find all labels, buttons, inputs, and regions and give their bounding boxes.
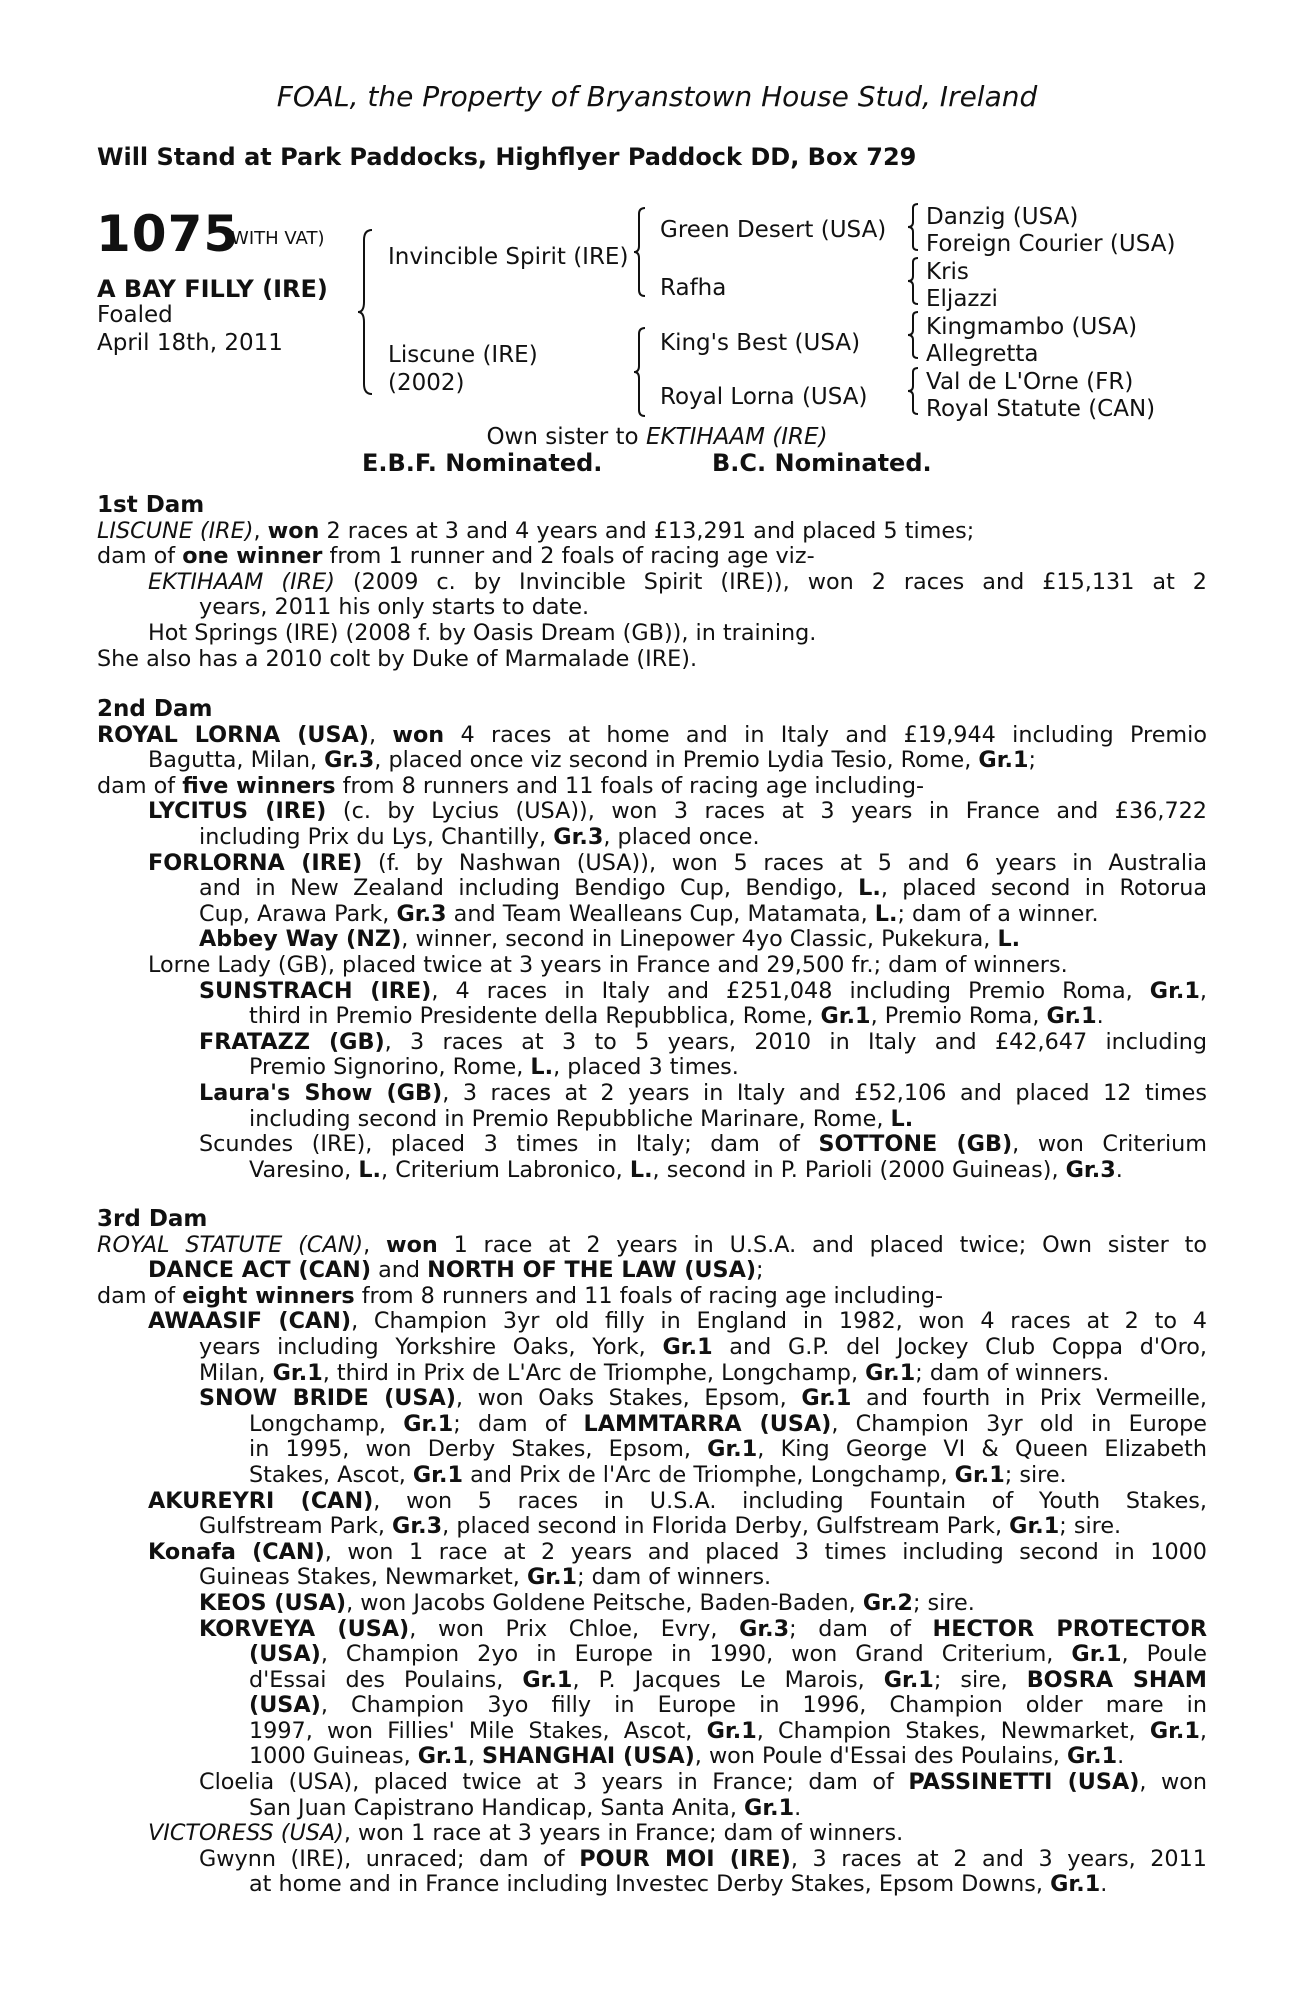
text-line <box>97 1565 1207 1591</box>
text-run: Abbey Way (NZ) <box>199 926 402 953</box>
text-run: Gr.1 <box>801 1385 852 1412</box>
text-run: Gr.1 <box>706 1717 757 1744</box>
text-run: Lorne Lady (GB), placed twice at 3 years in France and 29,500 fr.; dam of winners. <box>148 951 1068 978</box>
text-run: Gr.1 <box>1050 1871 1101 1898</box>
pedigree-dam-year: (2002) <box>388 370 465 396</box>
text-run: , Champion 2yo in Europe in 1990, won Grand Criterium, <box>320 1641 1072 1668</box>
pedigree-ggp: Eljazzi <box>926 286 998 312</box>
text-line <box>97 1872 1207 1898</box>
text-line <box>97 1081 1207 1107</box>
text-run: . <box>1115 1156 1123 1183</box>
text-run: , third in Prix de L'Arc de Triomphe, Longchamp, <box>322 1359 866 1386</box>
text-run: Gr.1 <box>1009 1513 1060 1540</box>
text-run: , Premio Roma, <box>870 1003 1047 1030</box>
text-run: one winner <box>182 543 323 570</box>
brace-icon <box>356 228 376 396</box>
text-run: Gr.1 <box>412 1461 463 1488</box>
text-line <box>97 902 1207 928</box>
text-run: VICTORESS (USA) <box>148 1820 344 1847</box>
text-run: Gr.1 <box>978 747 1029 774</box>
ebf-nominated: E.B.F. Nominated. <box>362 449 603 477</box>
text-run: SOTTONE (GB) <box>818 1131 1013 1158</box>
text-run: and G.P. del Jockey Club Coppa d'Oro, <box>712 1333 1207 1360</box>
text-run: NORTH OF THE LAW (USA) <box>427 1257 757 1284</box>
text-run: , won Prix Chloe, Evry, <box>409 1615 740 1642</box>
text-line <box>97 1617 1207 1643</box>
text-run: , won 5 races in U.S.A. including Fountain of Youth Stakes, <box>373 1487 1207 1514</box>
section-heading: 2nd Dam <box>97 696 213 722</box>
text-run: KEOS (USA) <box>199 1589 347 1616</box>
text-run: Longchamp, <box>249 1410 404 1437</box>
text-line <box>97 544 1207 570</box>
text-run: years including Yorkshire Oaks, York, <box>199 1333 663 1360</box>
text-run: ; dam of <box>789 1615 933 1642</box>
lot-name: A BAY FILLY (IRE) <box>97 275 328 303</box>
text-run: Konafa (CAN) <box>148 1538 325 1565</box>
pedigree-ggp: Danzig (USA) <box>926 204 1079 230</box>
text-run: , 3 races at 3 to 5 years, 2010 in Italy and £42,647 including <box>384 1028 1207 1055</box>
text-run: Gr.2 <box>862 1589 913 1616</box>
text-line <box>97 748 1207 774</box>
pedigree-dam-sire: King's Best (USA) <box>660 330 861 356</box>
text-run: , King George VI & Queen Elizabeth <box>757 1436 1207 1463</box>
text-run: , Champion 3yo filly in Europe in 1996, Champion older mare in <box>320 1692 1207 1719</box>
text-run: Gr.1 <box>744 1794 795 1821</box>
text-run: San Juan Capistrano Handicap, Santa Anita, <box>249 1794 745 1821</box>
text-run: , Champion Stakes, Newmarket, <box>756 1717 1150 1744</box>
text-run: (2009 c. by Invincible Spirit (IRE)), won 2 races and £15,131 at 2 <box>334 568 1207 595</box>
text-run: ; dam of <box>453 1410 584 1437</box>
pedigree-ggp: Kris <box>926 259 969 285</box>
text-run: , <box>1199 977 1207 1004</box>
text-run: d'Essai des Poulains, <box>249 1666 523 1693</box>
text-run: dam of <box>97 772 183 799</box>
text-run: from 8 runners and 11 foals of racing age including- <box>335 772 925 799</box>
text-line <box>97 1107 1207 1133</box>
text-run: ; sire. <box>1004 1461 1067 1488</box>
text-line <box>97 1284 1207 1310</box>
text-line <box>97 1030 1207 1056</box>
text-run: , won 1 race at 2 years and placed 3 times including second in 1000 <box>324 1538 1207 1565</box>
text-run: Gr.1 <box>1071 1641 1122 1668</box>
text-run: L. <box>858 875 881 902</box>
text-run: and Prix de l'Arc de Triomphe, Longchamp, <box>462 1461 955 1488</box>
text-run: Gr.1 <box>662 1333 713 1360</box>
text-line <box>97 1489 1207 1515</box>
text-run: ROYAL STATUTE (CAN) <box>97 1231 364 1258</box>
text-run: , won Jacobs Goldene Peitsche, Baden-Baden, <box>346 1589 863 1616</box>
dam-section <box>97 493 1207 672</box>
text-line <box>97 647 1207 673</box>
text-run: EKTIHAAM (IRE) <box>148 568 335 595</box>
text-run: , 3 races at 2 years in Italy and £52,106 and placed 12 times <box>442 1079 1207 1106</box>
text-run: Gr.1 <box>272 1359 323 1386</box>
text-run: won <box>392 721 445 748</box>
text-run: (c. by Lycius (USA)), won 3 races at 3 years in France and £36,722 <box>326 798 1207 825</box>
text-run: at home and in France including Investec Derby Stakes, Epsom Downs, <box>249 1871 1051 1898</box>
text-run: , placed once viz second in Premio Lydia Tesio, Rome, <box>374 747 979 774</box>
text-run: Gr.1 <box>417 1743 468 1770</box>
text-run: . <box>794 1794 802 1821</box>
text-run: and Team Wealleans Cup, Matamata, <box>446 900 875 927</box>
text-run: FORLORNA (IRE) <box>148 849 363 876</box>
text-run: 1 race at 2 years in U.S.A. and placed twice; Own sister to <box>437 1231 1207 1258</box>
stand-location: Will Stand at Park Paddocks, Highflyer Paddock DD, Box 729 <box>97 143 917 171</box>
text-line <box>97 1386 1207 1412</box>
brace-icon <box>906 256 920 306</box>
text-run: Gr.1 <box>403 1410 454 1437</box>
text-run: 4 races at home and in Italy and £19,944 including Premio <box>444 721 1207 748</box>
text-run: . <box>1100 1871 1108 1898</box>
brace-icon <box>632 206 648 298</box>
foaled-label: Foaled <box>97 302 173 328</box>
text-line <box>97 1668 1207 1694</box>
pedigree-ggp: Val de L'Orne (FR) <box>926 369 1134 395</box>
brace-icon <box>906 202 920 252</box>
text-run: . <box>1096 1003 1104 1030</box>
pedigree-ggp: Kingmambo (USA) <box>926 314 1138 340</box>
text-run: SNOW BRIDE (USA) <box>199 1385 456 1412</box>
section-heading: 1st Dam <box>97 492 205 518</box>
text-line <box>97 1514 1207 1540</box>
text-run: , Champion 3yr old in Europe <box>831 1410 1207 1437</box>
text-run: from 8 runners and 11 foals of racing age including- <box>354 1282 944 1309</box>
text-run: Gr.3 <box>396 900 447 927</box>
text-line <box>97 1158 1207 1184</box>
text-run: , placed second in Rotorua <box>880 875 1207 902</box>
text-line <box>97 570 1207 596</box>
text-run: five winners <box>182 772 336 799</box>
text-run: ; <box>756 1257 764 1284</box>
text-run: won <box>385 1231 438 1258</box>
text-line <box>97 621 1207 647</box>
text-run: Cloelia (USA), placed twice at 3 years in France; dam of <box>199 1769 909 1796</box>
text-line <box>97 1233 1207 1259</box>
foaled-date: April 18th, 2011 <box>97 330 283 356</box>
text-run: L. <box>629 1156 653 1183</box>
section-heading: 3rd Dam <box>97 1206 208 1232</box>
text-run: Gr.1 <box>707 1436 758 1463</box>
text-line <box>97 1744 1207 1770</box>
text-run: ; dam of winners. <box>915 1359 1110 1386</box>
text-run: Cup, Arawa Park, <box>199 900 397 927</box>
text-run: , <box>1199 1717 1208 1744</box>
text-run: years, 2011 his only starts to date. <box>199 594 590 621</box>
text-line <box>97 979 1207 1005</box>
text-run: and fourth in Prix Vermeille, <box>851 1385 1207 1412</box>
text-run: Gr.1 <box>522 1666 573 1693</box>
text-run: (f. by Nashwan (USA)), won 5 races at 5 and 6 years in Australia <box>362 849 1207 876</box>
brace-icon <box>906 366 920 416</box>
text-run: (USA) <box>249 1692 321 1719</box>
text-line <box>97 1055 1207 1081</box>
text-run: 1000 Guineas, <box>249 1743 418 1770</box>
text-line <box>97 876 1207 902</box>
lot-number: 1075 <box>96 205 240 263</box>
text-run: , second in P. Parioli (2000 Guineas), <box>652 1156 1066 1183</box>
text-run: Stakes, Ascot, <box>249 1461 413 1488</box>
text-run: Gulfstream Park, <box>199 1513 393 1540</box>
text-run: Varesino, <box>249 1156 359 1183</box>
text-line <box>97 1719 1207 1745</box>
text-line <box>97 1821 1207 1847</box>
text-line <box>97 825 1207 851</box>
text-run: , won <box>1139 1769 1208 1796</box>
text-run: L. <box>358 1156 382 1183</box>
text-run: Laura's Show (GB) <box>199 1079 443 1106</box>
text-run: LYCITUS (IRE) <box>148 798 327 825</box>
text-run: L. <box>874 900 898 927</box>
text-run: LAMMTARRA (USA) <box>583 1410 832 1437</box>
text-run: Gr.1 <box>1046 1003 1097 1030</box>
text-run: from 1 runner and 2 foals of racing age viz- <box>322 543 815 570</box>
vat-note: (WITH VAT) <box>224 228 325 249</box>
text-run: , P. Jacques Le Marois, <box>572 1666 884 1693</box>
text-run: ; sire, <box>933 1666 1027 1693</box>
text-line <box>97 1412 1207 1438</box>
text-line <box>97 927 1207 953</box>
text-run: , Criterium Labronico, <box>381 1156 630 1183</box>
own-sister-note: Own sister to EKTIHAAM (IRE) <box>486 424 828 450</box>
page-title: FOAL, the Property of Bryanstown House Stud, Ireland <box>276 80 1038 113</box>
text-line <box>97 1258 1207 1284</box>
text-run: in 1995, won Derby Stakes, Epsom, <box>249 1436 708 1463</box>
text-line <box>97 1847 1207 1873</box>
text-run: AKUREYRI (CAN) <box>148 1487 374 1514</box>
text-run: , <box>369 721 393 748</box>
text-run: and <box>371 1257 428 1284</box>
text-run: ; dam of winners. <box>577 1564 772 1591</box>
text-run: , placed second in Florida Derby, Gulfstream Park, <box>442 1513 1010 1540</box>
text-run: She also has a 2010 colt by Duke of Marmalade (IRE). <box>97 645 698 672</box>
text-run: , <box>363 1231 386 1258</box>
text-run: Gr.3 <box>392 1513 443 1540</box>
text-run: LISCUNE (IRE) <box>97 517 254 544</box>
text-line <box>97 953 1207 979</box>
text-line <box>97 1335 1207 1361</box>
text-run: (USA) <box>249 1641 321 1668</box>
text-run: , Champion 3yr old filly in England in 1982, won 4 races at 2 to 4 <box>351 1308 1207 1335</box>
brace-icon <box>906 310 920 360</box>
text-line <box>97 1004 1207 1030</box>
text-run: HECTOR PROTECTOR <box>932 1615 1208 1642</box>
text-run: Hot Springs (IRE) (2008 f. by Oasis Dream (GB)), in training. <box>148 619 817 646</box>
text-run: Gr.1 <box>820 1003 871 1030</box>
pedigree-dam: Liscune (IRE) <box>388 342 538 368</box>
text-line <box>97 1540 1207 1566</box>
text-line <box>97 595 1207 621</box>
text-run: , <box>253 517 268 544</box>
text-run: and in New Zealand including Bendigo Cup, Bendigo, <box>199 875 859 902</box>
pedigree-sire-dam: Rafha <box>660 275 727 301</box>
text-line <box>97 1796 1207 1822</box>
text-line <box>97 519 1207 545</box>
text-run: . <box>1117 1743 1125 1770</box>
pedigree-ggp: Allegretta <box>926 341 1039 367</box>
text-run: ; sire. <box>912 1589 975 1616</box>
text-run: AWAASIF (CAN) <box>148 1308 352 1335</box>
text-run: won <box>267 517 320 544</box>
text-run: third in Premio Presidente della Repubblica, Rome, <box>249 1003 821 1030</box>
text-run: , <box>467 1743 483 1770</box>
pedigree-ggp: Foreign Courier (USA) <box>926 231 1176 257</box>
text-run: Gr.3 <box>739 1615 790 1642</box>
text-run: DANCE ACT (CAN) <box>148 1257 372 1284</box>
text-line <box>97 1132 1207 1158</box>
dam-section <box>97 697 1207 1183</box>
text-run: Premio Signorino, Rome, <box>249 1054 531 1081</box>
text-run: Gr.1 <box>1067 1743 1118 1770</box>
text-run: , winner, second in Linepower 4yo Classic, Pukekura, <box>401 926 998 953</box>
text-line <box>97 1693 1207 1719</box>
text-line <box>97 723 1207 749</box>
text-run: , placed once. <box>603 823 760 850</box>
text-run: , 4 races in Italy and £251,048 including Premio Roma, <box>431 977 1150 1004</box>
text-run: , Poule <box>1121 1641 1207 1668</box>
text-run: Gr.3 <box>553 823 604 850</box>
text-run: including Prix du Lys, Chantilly, <box>199 823 554 850</box>
text-run: Bagutta, Milan, <box>148 747 325 774</box>
text-run: SHANGHAI (USA) <box>482 1743 695 1770</box>
text-run: , won Oaks Stakes, Epsom, <box>455 1385 802 1412</box>
text-run: FRATAZZ (GB) <box>199 1028 385 1055</box>
text-run: Gr.1 <box>1149 977 1200 1004</box>
text-run: L. <box>530 1054 554 1081</box>
text-run: Gr.1 <box>865 1359 916 1386</box>
text-run: Scundes (IRE), placed 3 times in Italy; dam of <box>199 1131 819 1158</box>
text-line <box>97 1437 1207 1463</box>
pedigree-sire: Invincible Spirit (IRE) <box>388 244 629 270</box>
text-run: , won Poule d'Essai des Poulains, <box>694 1743 1067 1770</box>
text-run: , won Criterium <box>1012 1131 1208 1158</box>
text-run: ROYAL LORNA (USA) <box>97 721 369 748</box>
dam-section <box>97 1207 1207 1898</box>
text-run: including second in Premio Repubbliche Marinare, Rome, <box>249 1105 891 1132</box>
pedigree-dam-dam: Royal Lorna (USA) <box>660 384 868 410</box>
text-run: dam of <box>97 1282 183 1309</box>
text-run: BOSRA SHAM <box>1026 1666 1207 1693</box>
text-run: Gr.1 <box>1149 1717 1200 1744</box>
text-run: 2 races at 3 and 4 years and £13,291 and placed 5 times; <box>319 517 975 544</box>
text-run: ; sire. <box>1059 1513 1122 1540</box>
text-line <box>97 1309 1207 1335</box>
text-run: KORVEYA (USA) <box>199 1615 410 1642</box>
text-run: , won 1 race at 3 years in France; dam of winners. <box>343 1820 904 1847</box>
text-line <box>97 1361 1207 1387</box>
text-run: SUNSTRACH (IRE) <box>199 977 432 1004</box>
text-run: Gr.3 <box>324 747 375 774</box>
text-run: Gwynn (IRE), unraced; dam of <box>199 1845 580 1872</box>
pedigree-ggp: Royal Statute (CAN) <box>926 396 1156 422</box>
text-line <box>97 1591 1207 1617</box>
text-run: PASSINETTI (USA) <box>908 1769 1140 1796</box>
text-run: L. <box>890 1105 914 1132</box>
text-run: , placed 3 times. <box>553 1054 739 1081</box>
text-run: eight winners <box>182 1282 355 1309</box>
text-run: ; <box>1028 747 1037 774</box>
brace-icon <box>632 326 648 418</box>
text-line <box>97 851 1207 877</box>
text-run: 1997, won Fillies' Mile Stakes, Ascot, <box>249 1717 707 1744</box>
text-run: POUR MOI (IRE) <box>579 1845 791 1872</box>
bc-nominated: B.C. Nominated. <box>712 449 932 477</box>
text-line <box>97 799 1207 825</box>
text-run: dam of <box>97 543 183 570</box>
text-run: L. <box>997 926 1021 953</box>
text-run: Gr.3 <box>1065 1156 1116 1183</box>
text-run: ; dam of a winner. <box>897 900 1099 927</box>
pedigree-sire-sire: Green Desert (USA) <box>660 217 887 243</box>
text-run: , 3 races at 2 and 3 years, 2011 <box>790 1845 1207 1872</box>
text-line <box>97 1642 1207 1668</box>
text-run: Guineas Stakes, Newmarket, <box>199 1564 527 1591</box>
text-run: Gr.1 <box>954 1461 1005 1488</box>
text-line <box>97 774 1207 800</box>
text-line <box>97 1463 1207 1489</box>
text-run: Milan, <box>199 1359 273 1386</box>
text-line <box>97 1770 1207 1796</box>
text-run: Gr.1 <box>883 1666 934 1693</box>
text-run: Gr.1 <box>526 1564 578 1591</box>
